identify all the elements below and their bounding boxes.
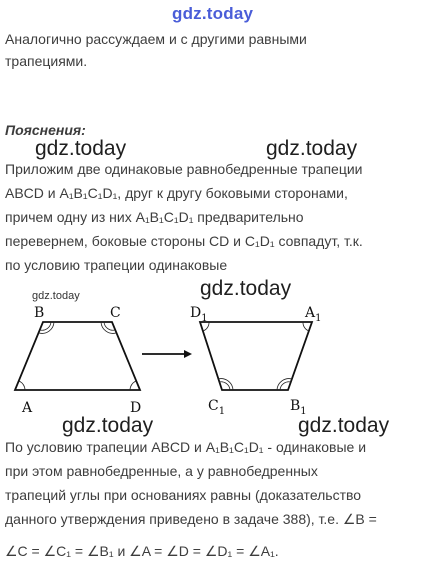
explanation-line-1: Приложим две одинаковые равнобедренные трапеции (5, 161, 363, 177)
explanation-line-5: по условию трапеции одинаковые (5, 257, 228, 273)
conclusion-line-2: при этом равнобедренные, а у равнобедренных (5, 463, 318, 479)
watermark: gdz.today (298, 414, 390, 437)
watermark: gdz.today (35, 137, 127, 160)
vertex-label-c: C (110, 305, 121, 321)
vertex-label-b: B (34, 305, 45, 321)
explanation-heading: Пояснения: (5, 122, 86, 138)
watermark: gdz.today (266, 137, 358, 160)
angle-mark (19, 381, 25, 390)
conclusion-line-3: трапеций углы при основаниях равны (доказательство (5, 487, 362, 503)
vertex-label-a1: $A_1$ (305, 305, 322, 324)
watermark: gdz.today (62, 414, 154, 437)
conclusion-line-4: данного утверждения приведено в задаче 388), т.е. ∠B = (5, 511, 377, 527)
intro-line-2: трапециями. (5, 53, 88, 69)
trapezoid-figure (0, 290, 436, 420)
watermark-small: gdz.today (32, 290, 80, 302)
arrow-head (184, 350, 192, 358)
explanation-line-2: ABCD и A₁B₁C₁D₁, друг к другу боковыми сторонами, (5, 185, 348, 201)
vertex-label-d1: $D_1$ (190, 305, 208, 324)
explanation-line-3: причем одну из них A₁B₁C₁D₁ предварительно (5, 209, 304, 225)
explanation-line-4: перевернем, боковые стороны CD и C₁D₁ совпадут, т.к. (5, 233, 363, 249)
vertex-label-c1: $C_1$ (208, 398, 226, 417)
vertex-label-b1: $B_1$ (290, 398, 307, 417)
conclusion-line-1: По условию трапеции ABCD и A₁B₁C₁D₁ - одинаковые и (5, 439, 367, 455)
conclusion-line-5: ∠C = ∠C₁ = ∠B₁ и ∠A = ∠D = ∠D₁ = ∠A₁. (5, 543, 279, 559)
site-brand: gdz.today (172, 4, 254, 23)
trapezoid-a1b1c1d1 (200, 322, 312, 390)
vertex-label-d: D (130, 400, 142, 416)
intro-line-1: Аналогично рассуждаем и с другими равными (5, 31, 307, 47)
angle-mark (303, 322, 309, 331)
angle-mark (130, 381, 136, 390)
vertex-label-a: A (22, 400, 33, 416)
trapezoid-abcd (15, 322, 140, 390)
watermark: gdz.today (200, 277, 292, 300)
